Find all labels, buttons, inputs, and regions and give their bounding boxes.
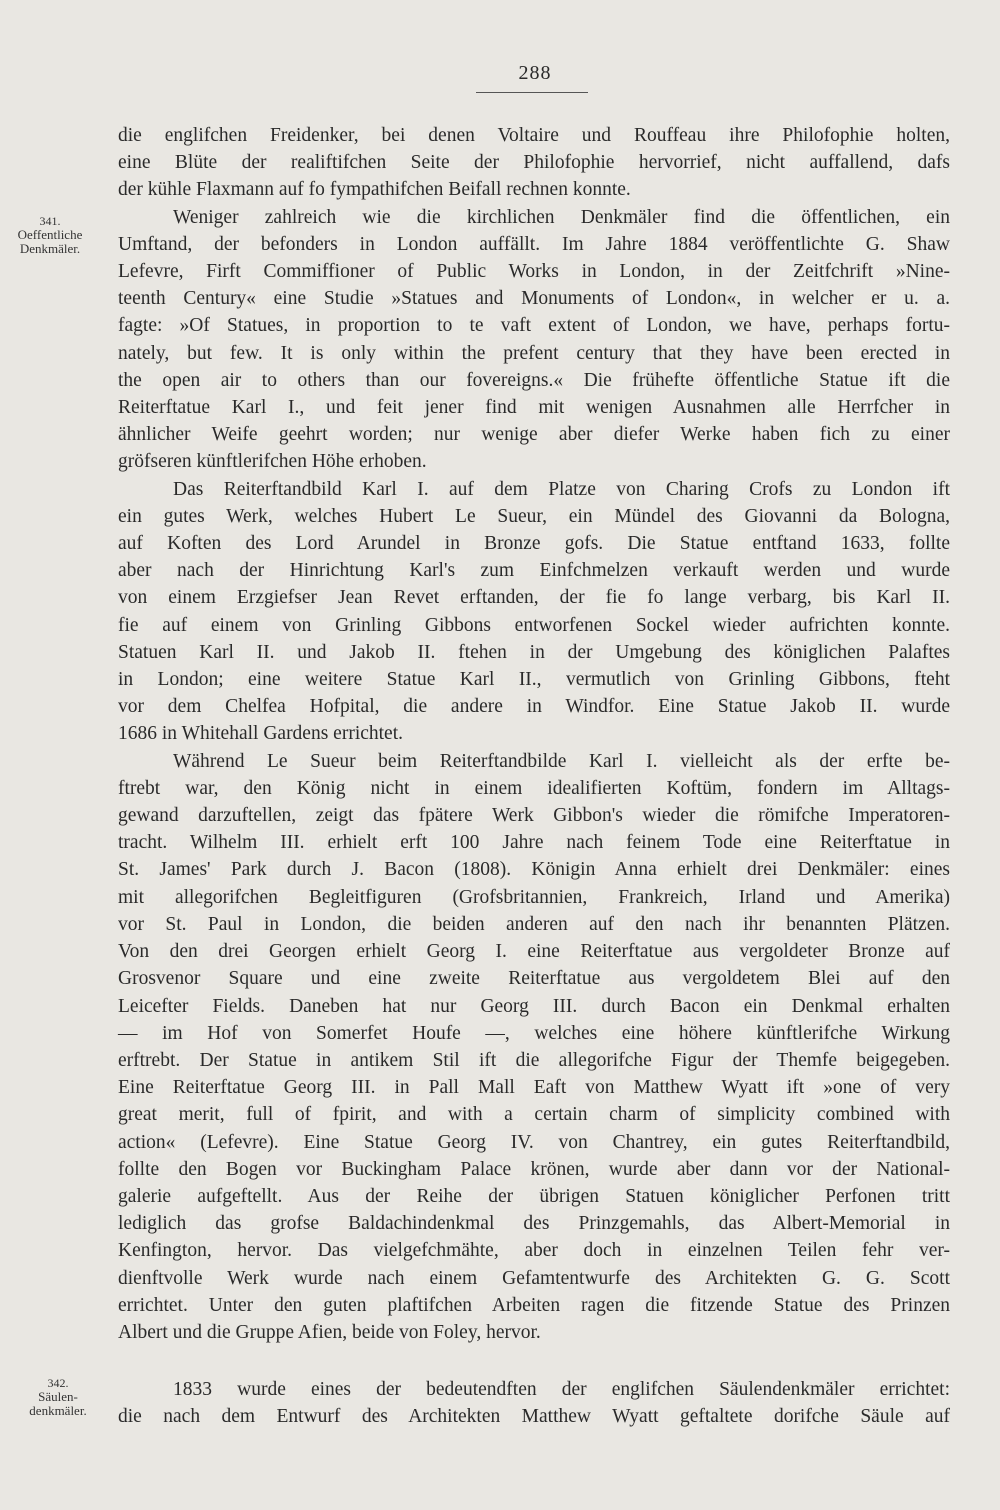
text-line: Das Reiterftandbild Karl I. auf dem Platze von Charing Crofs zu London ift xyxy=(173,478,950,500)
text-line: galerie aufgeftellt. Aus der Reihe der übrigen Statuen königlicher Perfonen tritt xyxy=(118,1185,950,1207)
body-text-continued xyxy=(118,1376,950,1430)
margin-note-342 xyxy=(8,1376,108,1418)
text-line: vor St. Paul in London, die beiden anderen auf den nach ihr benannten Plätzen. xyxy=(118,913,950,935)
text-line: ein gutes Werk, welches Hubert Le Sueur, ein Mündel des Giovanni da Bologna, xyxy=(118,505,950,527)
text-line: 1686 in Whitehall Gardens errichtet. xyxy=(118,723,404,745)
margin-note-line: Denkmäler. xyxy=(19,241,81,256)
margin-note-line: Säulen- xyxy=(38,1389,78,1404)
text-line: mit allegorifchen Begleitfiguren (Grofsbritannien, Frankreich, Irland und Amerika) xyxy=(118,886,950,908)
text-line: auf Koften des Lord Arundel in Bronze gofs. Die Statue entftand 1633, follte xyxy=(118,533,950,555)
text-line: the open air to others than our fovereigns.« Die frühefte öffentliche Statue ift die xyxy=(118,369,950,391)
text-line: Weniger zahlreich wie die kirchlichen Denkmäler find die öffentlichen, ein xyxy=(173,206,950,228)
text-line: Umftand, der befonders in London auffällt. Im Jahre 1884 veröffentlichte G. Shaw xyxy=(118,233,950,255)
text-line: Grosvenor Square und eine zweite Reiterftatue aus vergoldetem Blei auf den xyxy=(118,968,950,990)
margin-note-number: 342. xyxy=(47,1376,69,1390)
text-line: aber nach der Hinrichtung Karl's zum Einfchmelzen verkauft werden und wurde xyxy=(118,560,950,582)
text-line: Albert und die Gruppe Afien, beide von Foley, hervor. xyxy=(118,1321,541,1343)
text-line: Statuen Karl II. und Jakob II. ftehen in der Umgebung des königlichen Palaftes xyxy=(118,641,950,663)
text-line: tracht. Wilhelm III. erhielt erft 100 Jahre nach feinem Tode eine Reiterftatue in xyxy=(118,832,950,854)
text-line: follte den Bogen vor Buckingham Palace krönen, wurde aber dann vor der National- xyxy=(118,1158,950,1180)
text-line: Kenfington, hervor. Das vielgefchmähte, aber doch in einzelnen Teilen fehr ver- xyxy=(118,1240,950,1262)
margin-note-line: denkmäler. xyxy=(29,1403,87,1418)
page-number: 288 xyxy=(518,62,552,84)
page-number-rule xyxy=(476,92,588,93)
text-line: great merit, full of fpirit, and with a certain charm of simplicity combined with xyxy=(118,1104,950,1126)
text-line: Reiterftatue Karl I., und feit jener find mit wenigen Ausnahmen alle Herrfcher in xyxy=(118,397,950,419)
text-line: ftrebt war, den König nicht in einem idealifierten Koftüm, fondern im Alltags- xyxy=(118,777,950,799)
text-line: St. James' Park durch J. Bacon (1808). Königin Anna erhielt drei Denkmäler: eines xyxy=(118,859,950,881)
text-line: erftrebt. Der Statue in antikem Stil ift die allegorifche Figur der Themfe beigegeben. xyxy=(118,1049,950,1071)
text-line: 1833 wurde eines der bedeutendften der englifchen Säulendenkmäler errichtet: xyxy=(173,1379,950,1400)
text-line: dienftvolle Werk wurde nach einem Gefamtentwurfe des Architekten G. G. Scott xyxy=(118,1267,950,1289)
text-line: von einem Erzgiefser Jean Revet erftanden, der fie fo lange verbarg, bis Karl II. xyxy=(118,587,950,609)
text-line: nately, but few. It is only within the prefent century that they have been erected in xyxy=(118,342,950,364)
text-line: fagte: »Of Statues, in proportion to te vaft extent of London, we have, perhaps fortu- xyxy=(118,315,950,337)
text-line: errichtet. Unter den guten plaftifchen Arbeiten ragen die fitzende Statue des Prinzen xyxy=(118,1294,950,1316)
text-line: teenth Century« eine Studie »Statues and Monuments of London«, in welcher er u. a. xyxy=(118,288,950,310)
text-line: Leicefter Fields. Daneben hat nur Georg III. durch Bacon ein Denkmal erhalten xyxy=(118,995,950,1017)
text-line: — im Hof von Somerfet Houfe —, welches eine höhere künftlerifche Wirkung xyxy=(118,1022,950,1044)
text-line: vor dem Chelfea Hofpital, die andere in Windfor. Eine Statue Jakob II. wurde xyxy=(118,696,950,718)
body-text xyxy=(118,122,950,1346)
text-line: Lefevre, Firft Commiffioner of Public Works in London, in der Zeitfchrift »Nine- xyxy=(118,261,950,283)
text-line: gewand darzuftellen, zeigt das fpätere Werk Gibbon's wieder die römifche Imperatoren- xyxy=(118,805,950,827)
text-line: lediglich das grofse Baldachindenkmal des Prinzgemahls, das Albert-Memorial in xyxy=(118,1213,950,1235)
margin-note-341 xyxy=(0,214,100,256)
text-line: Während Le Sueur beim Reiterftandbilde Karl I. vielleicht als der erfte be- xyxy=(173,750,950,772)
text-line: ähnlicher Weife geehrt worden; nur wenige aber diefer Werke haben fich zu einer xyxy=(118,424,950,446)
text-line: Eine Reiterftatue Georg III. in Pall Mall Eaft von Matthew Wyatt ift »one of very xyxy=(118,1077,950,1099)
text-line: die nach dem Entwurf des Architekten Matthew Wyatt geftaltete dorifche Säule auf xyxy=(118,1406,950,1428)
text-line: action« (Lefevre). Eine Statue Georg IV. von Chantrey, ein gutes Reiterftandbild, xyxy=(118,1131,950,1153)
text-line: Von den drei Georgen erhielt Georg I. eine Reiterftatue aus vergoldeter Bronze auf xyxy=(118,941,950,963)
text-line: eine Blüte der realiftifchen Seite der Philofophie hervorrief, nicht auffallend, dafs xyxy=(118,152,950,174)
margin-note-line: Oeffentliche xyxy=(17,227,83,242)
margin-note-number: 341. xyxy=(39,214,61,228)
text-line: der kühle Flaxmann auf fo fympathifchen Beifall rechnen konnte. xyxy=(118,179,631,201)
text-line: die englifchen Freidenker, bei denen Voltaire und Rouffeau ihre Philofophie holten, xyxy=(118,125,950,146)
text-line: fie auf einem von Grinling Gibbons entworfenen Sockel wieder aufrichten konnte. xyxy=(118,614,950,636)
text-line: in London; eine weitere Statue Karl II., vermutlich von Grinling Gibbons, fteht xyxy=(118,669,950,691)
text-line: gröfseren künftlerifchen Höhe erhoben. xyxy=(118,451,427,473)
